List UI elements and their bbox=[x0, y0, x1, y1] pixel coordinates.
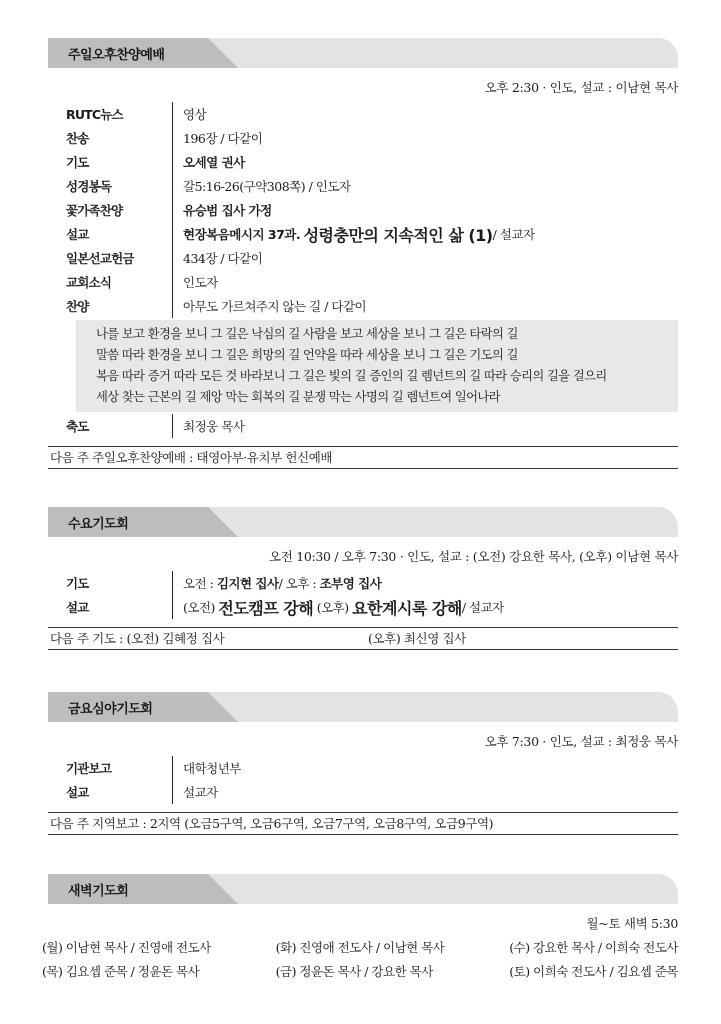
order-row: 일본선교헌금 434장 / 다같이 bbox=[66, 246, 678, 270]
section-title: 주일오후찬양예배 bbox=[68, 48, 165, 63]
next-week-note: 다음 주 기도 : (오전) 김혜정 집사 (오후) 최신영 집사 bbox=[48, 627, 678, 650]
schedule-line: (목) 김요셉 준목 / 정윤돈 목사 (금) 정윤돈 목사 / 강요한 목사 (토) 이희숙 전도사 / 김요셉 준목 bbox=[42, 964, 678, 979]
section-title: 금요심야기도회 bbox=[68, 702, 153, 717]
sermon-title: 성령충만의 지속적인 삶 (1) bbox=[303, 225, 493, 245]
order-row: 기관보고 대학청년부 bbox=[66, 756, 678, 780]
friday-prayer-section bbox=[48, 692, 678, 835]
section-title: 새벽기도회 bbox=[68, 884, 129, 899]
next-week-note: 다음 주 지역보고 : 2지역 (오금5구역, 오금6구역, 오금7구역, 오금8구역, 오금9구역) bbox=[48, 812, 678, 835]
dawn-schedule bbox=[42, 936, 678, 984]
lyric-line: 나를 보고 환경을 보니 그 길은 낙심의 길 사람을 보고 세상을 보니 그 길은 타락의 길 bbox=[96, 327, 518, 341]
order-of-service bbox=[66, 102, 678, 438]
order-row: 성경봉독 갈5:16-26(구약308쪽) / 인도자 bbox=[66, 174, 678, 198]
lyric-line: 복음 따라 증거 따라 모든 것 바라보니 그 길은 빛의 길 증인의 길 렘넌트의 길 따라 승리의 길을 걸으리 bbox=[96, 369, 607, 383]
section-header bbox=[48, 692, 678, 722]
section-header bbox=[48, 874, 678, 904]
lyric-line: 세상 찾는 근본의 길 제앙 막는 회복의 길 분쟁 막는 사명의 길 렘넌트여 일어나라 bbox=[96, 390, 500, 404]
service-meta: 오전 10:30 / 오후 7:30 · 인도, 설교 : (오전) 강요한 목사, (오후) 이남현 목사 bbox=[268, 549, 678, 564]
order-row: 설교 설교자 bbox=[66, 780, 678, 804]
service-meta: 월~토 새벽 5:30 bbox=[586, 916, 678, 931]
order-row: 교회소식 인도자 bbox=[66, 270, 678, 294]
section-header bbox=[48, 38, 678, 68]
order-of-service bbox=[66, 756, 678, 804]
song-lyrics bbox=[76, 320, 678, 412]
order-row-sermon: 설교 현장복음메시지 37과. 성령충만의 지속적인 삶 (1) / 설교자 bbox=[66, 222, 678, 246]
dawn-prayer-section bbox=[42, 874, 678, 984]
order-row-sermon: 설교 (오전) 전도캠프 강해 (오후) 요한계시록 강해 / 설교자 bbox=[66, 595, 678, 619]
service-meta: 오후 7:30 · 인도, 설교 : 최정웅 목사 bbox=[484, 734, 678, 749]
section-title: 수요기도회 bbox=[68, 517, 129, 532]
order-row: 찬양 아무도 가르쳐주지 않는 길 / 다같이 bbox=[66, 294, 678, 318]
lyric-line: 말씀 따라 환경을 보니 그 길은 희망의 길 언약을 따라 세상을 보니 그 길은 기도의 길 bbox=[96, 348, 518, 362]
sermon-title: 요한계시록 강해 bbox=[352, 598, 462, 618]
order-row: 꽃가족찬양 유승범 집사 가정 bbox=[66, 198, 678, 222]
order-row: 기도 오세열 권사 bbox=[66, 150, 678, 174]
order-row: 찬송 196장 / 다같이 bbox=[66, 126, 678, 150]
schedule-line: (월) 이남현 목사 / 진영애 전도사 (화) 진영애 전도사 / 이남현 목사 (수) 강요한 목사 / 이희숙 전도사 bbox=[42, 940, 678, 955]
order-row: RUTC뉴스 영상 bbox=[66, 102, 678, 126]
order-of-service bbox=[66, 571, 678, 619]
sermon-series: 현장복음메시지 37과. bbox=[183, 227, 301, 242]
service-meta: 오후 2:30 · 인도, 설교 : 이남현 목사 bbox=[484, 80, 678, 95]
next-week-note: 다음 주 주일오후찬양예배 : 태영아부·유치부 헌신예배 bbox=[48, 446, 678, 469]
wednesday-prayer-section bbox=[48, 507, 678, 650]
sermon-title: 전도캠프 강해 bbox=[218, 598, 314, 618]
section-header bbox=[48, 507, 678, 537]
order-row-blessing: 축도 최정웅 목사 bbox=[66, 414, 678, 438]
sunday-service-section bbox=[48, 38, 678, 469]
order-row-prayer: 기도 오전 : 김지현 집사 / 오후 : 조부영 집사 bbox=[66, 571, 678, 595]
